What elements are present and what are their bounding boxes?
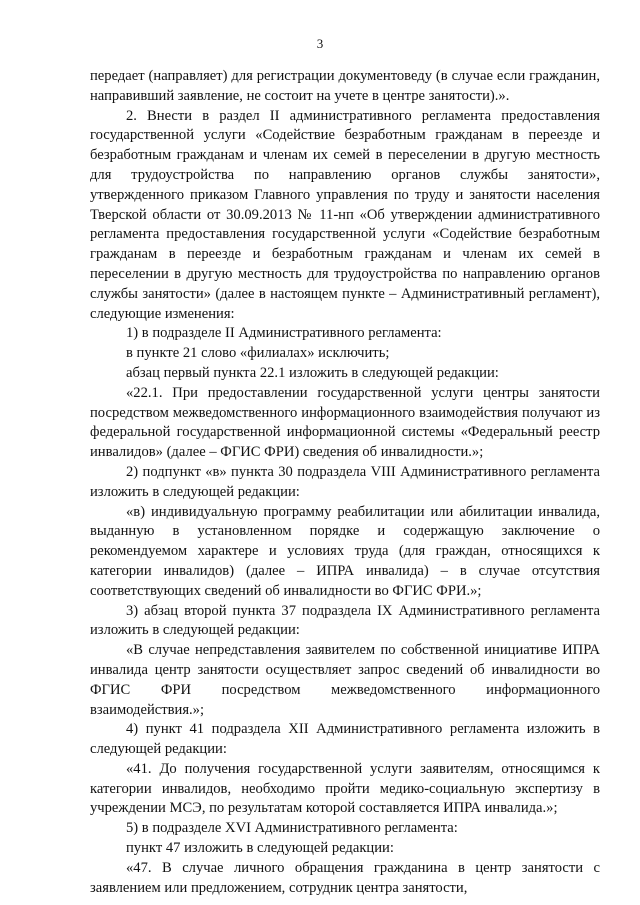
- paragraph: 2) подпункт «в» пункта 30 подраздела VIII Административного регламента изложить в следующей редакции:: [90, 463, 600, 500]
- paragraph: в пункте 21 слово «филиалах» исключить;: [126, 345, 390, 362]
- paragraph: «47. В случае личного обращения гражданина в центр занятости с заявлением или предложением, сотрудник центра занятости,: [90, 859, 600, 896]
- paragraph: 3) абзац второй пункта 37 подраздела IX Административного регламента изложить в следующей редакции:: [90, 602, 600, 639]
- paragraph: «22.1. При предоставлении государственной услуги центры занятости посредством межведомственного информационного взаимодействия получают из федеральной государственной информационной системы «Федеральный реестр инвалидов» (далее – ФГИС ФРИ) сведения об инвалидности.»;: [90, 384, 600, 461]
- paragraph: передает (направляет) для регистрации документоведу (в случае если гражданин, направивший заявление, не состоит на учете в центре занятости).».: [90, 68, 600, 104]
- body-text: [90, 67, 600, 898]
- paragraph: 5) в подразделе XVI Административного регламента:: [126, 820, 458, 837]
- paragraph: пункт 47 изложить в следующей редакции:: [126, 840, 394, 857]
- page-number: 3: [316, 36, 324, 51]
- paragraph: 1) в подразделе II Административного регламента:: [126, 325, 442, 342]
- paragraph: «41. До получения государственной услуги заявителям, относящимся к категории инвалидов, необходимо пройти медико-социальную экспертизу в учреждении МСЭ, по результатам которой составляется ИПРА инвалида.»;: [90, 760, 600, 817]
- paragraph: «В случае непредставления заявителем по собственной инициативе ИПРА инвалида центр занятости осуществляет запрос сведений об инвалидности во ФГИС ФРИ посредством межведомственного информационного взаимодействия.»;: [90, 642, 600, 718]
- paragraph: абзац первый пункта 22.1 изложить в следующей редакции:: [126, 364, 499, 381]
- paragraph: 2. Внести в раздел II административного регламента предоставления государственной услуги «Содействие безработным гражданам в переезде и безработным гражданам и членам их семей в переселении в другую местность для трудоустройства по направлению органов службы занятости», утвержденного приказом Главного управления по труду и занятости населения Тверской области от 30.09.2013 № 11-нп «Об утверждении административного регламента предоставления государственной услуги «Содействие безработным гражданам в переезде и безработным гражданам и членам их семей в переселении в другую местность для трудоустройства по направлению органов службы занятости» (далее в настоящем пункте – Административный регламент), следующие изменения:: [90, 107, 600, 322]
- paragraph: «в) индивидуальную программу реабилитации или абилитации инвалида, выданную в установленном порядке и содержащую заключение о рекомендуемом характере и условиях труда (для граждан, относящихся к категории инвалидов) (далее – ИПРА инвалида) – в случае отсутствия соответствующих сведений об инвалидности во ФГИС ФРИ.»;: [90, 503, 600, 599]
- paragraph: 4) пункт 41 подраздела XII Административного регламента изложить в следующей редакции:: [90, 721, 600, 758]
